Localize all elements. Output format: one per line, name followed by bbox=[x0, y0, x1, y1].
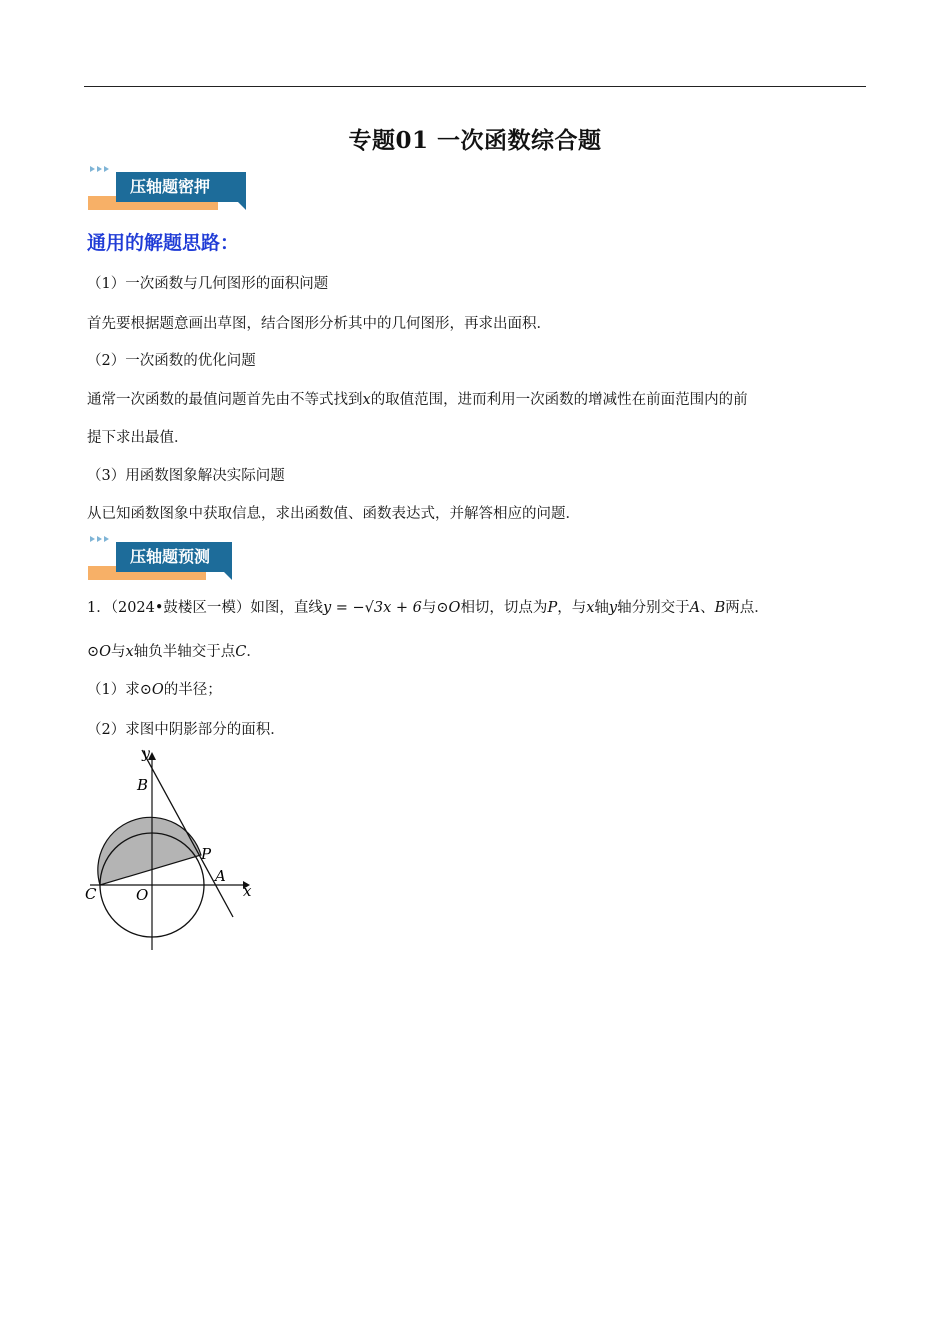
text-span: 相切，切点为 bbox=[460, 600, 548, 616]
text-span: 与 bbox=[111, 644, 126, 660]
banner-corner bbox=[238, 202, 246, 210]
math-symbol: ⊙O bbox=[436, 600, 461, 616]
text-line: 首先要根据题意画出草图，结合图形分析其中的几何图形，再求出面积． bbox=[87, 316, 551, 332]
label-c: C bbox=[85, 885, 97, 903]
banner-label: 压轴题预测 bbox=[116, 542, 232, 572]
label-p: P bbox=[201, 845, 212, 863]
text-line: （2）一次函数的优化问题 bbox=[87, 353, 256, 369]
arrow-icon bbox=[104, 536, 109, 542]
text-line: 提下求出最值． bbox=[87, 430, 189, 446]
math-var: A bbox=[689, 600, 701, 616]
text-span: 两点． bbox=[725, 600, 769, 616]
banner-corner bbox=[224, 572, 232, 580]
text-span: ，与 bbox=[557, 600, 587, 616]
text-span: 轴负半轴交于点 bbox=[133, 644, 236, 660]
geometry-figure bbox=[80, 740, 270, 955]
page-title: 专题01 一次函数综合题 bbox=[348, 127, 602, 154]
text-line: （1）一次函数与几何图形的面积问题 bbox=[87, 276, 329, 292]
label-x: x bbox=[243, 882, 252, 900]
label-o: O bbox=[136, 886, 149, 904]
label-a: A bbox=[215, 867, 226, 885]
math-var: x bbox=[586, 600, 595, 616]
text-line: 从已知函数图象中获取信息，求出函数值、函数表达式，并解答相应的问题． bbox=[87, 506, 580, 522]
text-span: 、 bbox=[700, 600, 715, 616]
text-span: 的半径； bbox=[163, 682, 222, 698]
text-span: 通常一次函数的最值问题首先由不等式找到 bbox=[87, 392, 363, 408]
math-var: C bbox=[235, 644, 247, 660]
text-span: 轴 bbox=[594, 600, 609, 616]
problem-line-2 bbox=[87, 642, 261, 662]
arrow-icon bbox=[97, 536, 102, 542]
text-span: ． bbox=[246, 644, 261, 660]
label-b: B bbox=[137, 776, 149, 794]
math-var: x bbox=[125, 644, 134, 660]
text-span: 的取值范围，进而利用一次函数的增减性在前面范围内的前 bbox=[370, 392, 748, 408]
arrow-icon bbox=[97, 166, 102, 172]
text-span: （1）求 bbox=[87, 682, 140, 698]
text-line bbox=[87, 390, 865, 410]
math-symbol: ⊙O bbox=[139, 682, 164, 698]
math-var: y bbox=[608, 600, 618, 616]
banner-label: 压轴题密押 bbox=[116, 172, 246, 202]
arrow-icon bbox=[90, 536, 95, 542]
label-y: y bbox=[142, 746, 150, 762]
arrow-icon bbox=[104, 166, 109, 172]
section-heading: 通用的解题思路： bbox=[87, 232, 240, 254]
equation: y = −√3x + 6 bbox=[322, 600, 422, 616]
banner-exam-secrets bbox=[88, 166, 248, 210]
banner-prediction bbox=[88, 536, 233, 580]
math-var: x bbox=[362, 392, 371, 408]
question-2: （2）求图中阴影部分的面积． bbox=[87, 722, 285, 738]
text-span: 与 bbox=[421, 600, 437, 616]
header-rule bbox=[84, 86, 866, 87]
arrow-icon bbox=[90, 166, 95, 172]
text-line: （3）用函数图象解决实际问题 bbox=[87, 468, 285, 484]
math-var: B bbox=[714, 600, 726, 616]
question-1 bbox=[87, 680, 222, 700]
text-span: 轴分别交于 bbox=[617, 600, 690, 616]
text-span: 1．（2024•鼓楼区一模）如图，直线 bbox=[87, 600, 323, 616]
math-symbol: ⊙O bbox=[87, 644, 112, 660]
problem-line-1 bbox=[87, 598, 769, 618]
math-var: P bbox=[547, 600, 558, 616]
